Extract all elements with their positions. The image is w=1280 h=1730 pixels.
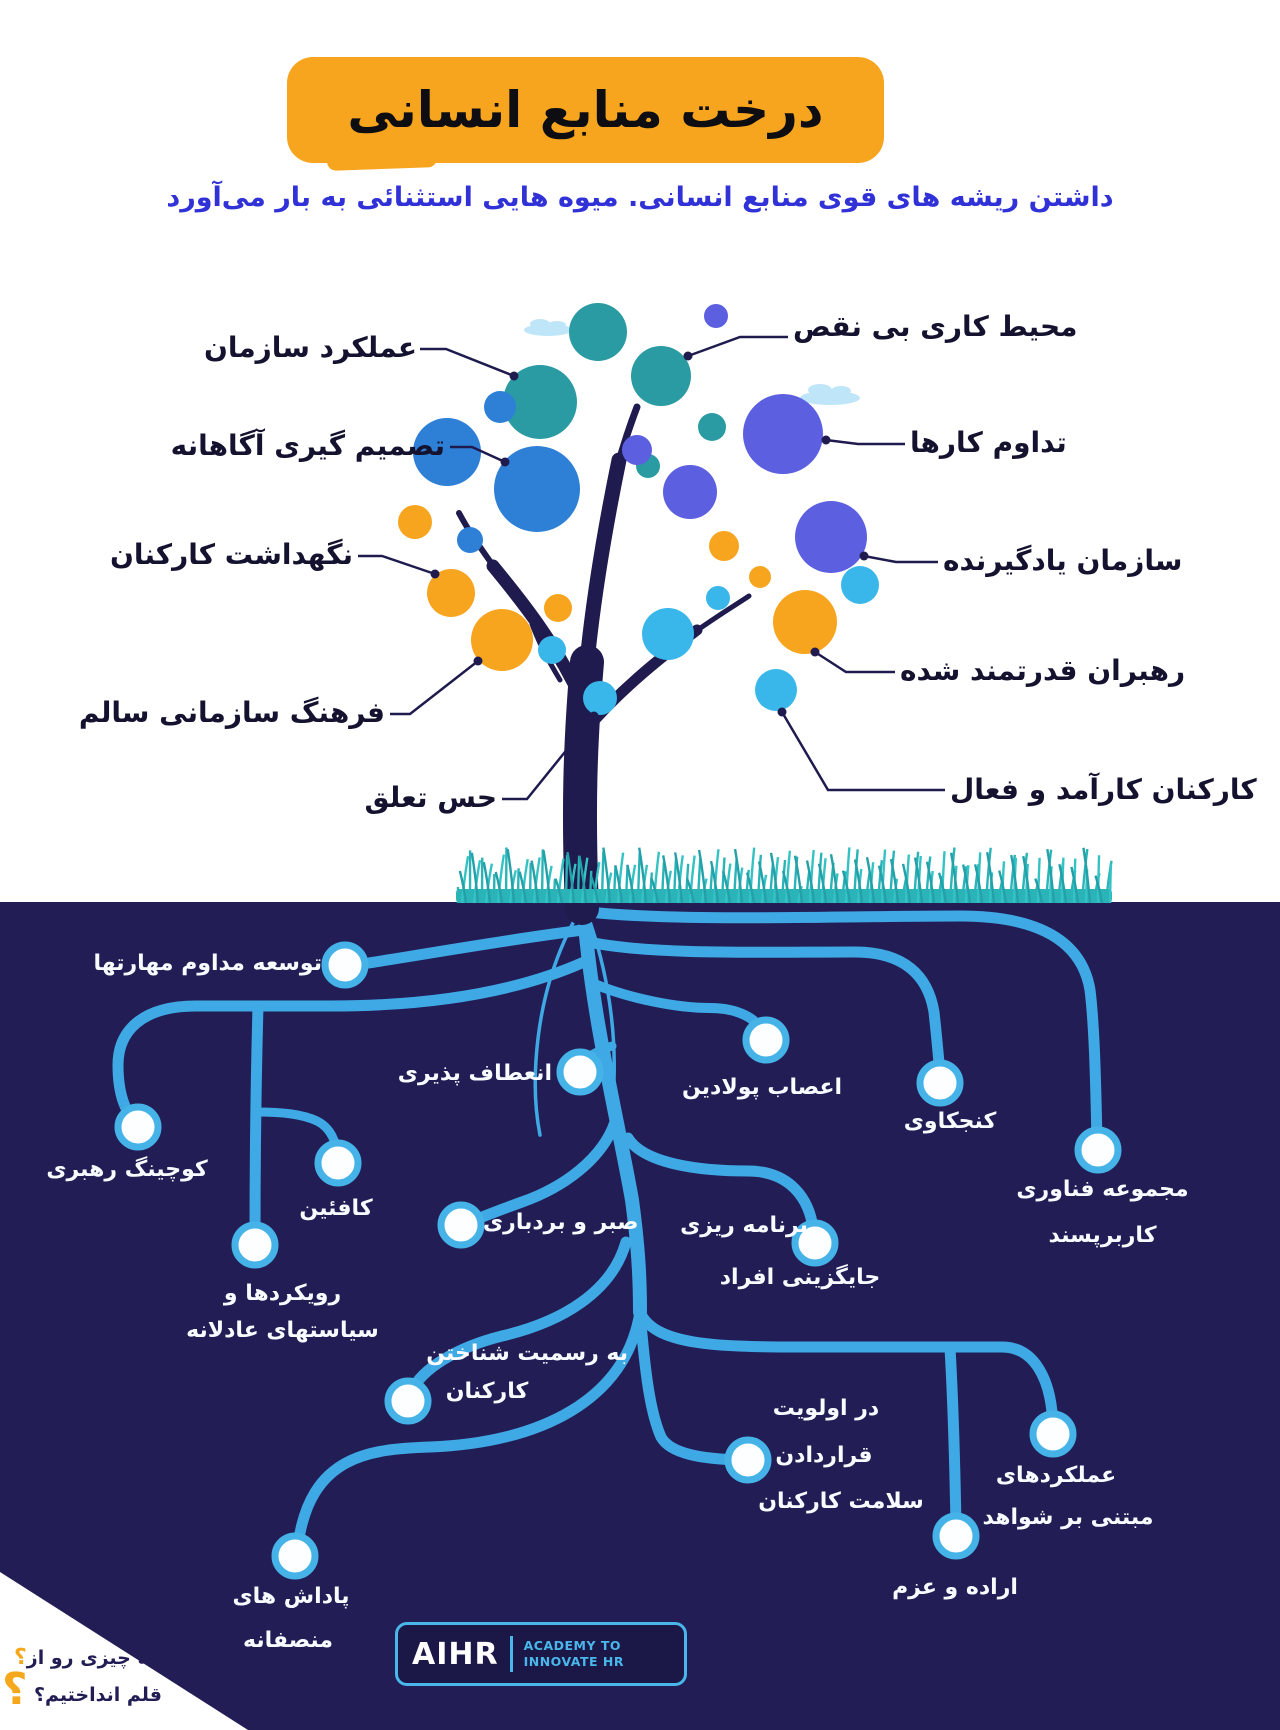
root-label-employee-recognition-2: کارکنان bbox=[445, 1379, 529, 1404]
root-label-employee-health-priority-2: قراردادن bbox=[775, 1443, 873, 1468]
root-label-will-and-determination: اراده و عزم bbox=[892, 1575, 1018, 1600]
root-label-fair-policies-1: رویکردها و bbox=[223, 1281, 342, 1306]
root-label-succession-planning-1: برنامه ریزی bbox=[680, 1213, 808, 1238]
logo-tagline-2: INNOVATE HR bbox=[523, 1654, 624, 1669]
grass bbox=[456, 847, 1112, 903]
root-label-curiosity: کنجکاوی bbox=[903, 1109, 997, 1134]
fruit-label-flawless-work-environment: محیط کاری بی نقص bbox=[793, 310, 1078, 343]
aihr-logo bbox=[395, 1622, 687, 1686]
root-label-flexibility: انعطاف پذیری bbox=[397, 1061, 552, 1086]
root-label-nerves-of-steel: اعصاب پولادین bbox=[681, 1075, 843, 1100]
question-mark-icon-large: ؟ bbox=[2, 1664, 28, 1715]
corner-question-line2: قلم انداختیم؟ bbox=[34, 1684, 162, 1706]
fruit-label-work-continuity: تداوم کارها bbox=[910, 426, 1067, 459]
page-subtitle: داشتن ریشه های قوی منابع انسانی. میوه هایی استثنائی به بار می‌آورد bbox=[166, 182, 1114, 213]
root-label-fair-rewards-1: پاداش های bbox=[232, 1584, 350, 1609]
fruit-label-efficient-active-employees: کارکنان کارآمد و فعال bbox=[950, 773, 1257, 806]
title-banner bbox=[287, 57, 884, 163]
tree-fruits bbox=[398, 303, 879, 715]
root-label-evidence-based-practices-2: مبتنی بر شواهد bbox=[982, 1505, 1154, 1530]
root-label-user-friendly-technology-1: مجموعه فناوری bbox=[1016, 1177, 1189, 1202]
aihr-logo-name: AIHR bbox=[412, 1636, 499, 1672]
root-label-patience: صبر و بردباری bbox=[483, 1210, 639, 1235]
root-label-employee-health-priority-1: در اولویت bbox=[772, 1396, 880, 1421]
fruit-label-empowered-leaders: رهبران قدرتمند شده bbox=[900, 654, 1186, 687]
corner-question-text1: چه چیزی رو از bbox=[26, 1647, 163, 1669]
page-title: درخت منابع انسانی bbox=[347, 81, 824, 139]
root-label-employee-health-priority-3: سلامت کارکنان bbox=[758, 1489, 924, 1514]
question-mark-icon: ؟ bbox=[14, 1645, 27, 1670]
root-label-user-friendly-technology-2: کاربرپسند bbox=[1048, 1223, 1157, 1248]
root-label-fair-policies-2: سیاستهای عادلانه bbox=[186, 1318, 379, 1343]
fruit-label-learning-organization: سازمان یادگیرنده bbox=[943, 544, 1183, 577]
fruit-label-organization-performance: عملکرد سازمان bbox=[203, 331, 417, 364]
root-label-caffeine: کافئین bbox=[299, 1196, 373, 1221]
fruit-label-employee-retention: نگهداشت کارکنان bbox=[109, 538, 353, 571]
fruit-label-healthy-organizational-culture: فرهنگ سازمانی سالم bbox=[78, 696, 385, 729]
root-label-evidence-based-practices-1: عملکردهای bbox=[995, 1463, 1117, 1488]
root-label-leadership-coaching: کوچینگ رهبری bbox=[46, 1157, 208, 1182]
root-label-employee-recognition-1: به رسمیت شناختن bbox=[426, 1341, 628, 1366]
fruit-label-informed-decision-making: تصمیم گیری آگاهانه bbox=[170, 429, 445, 462]
fruit-label-sense-of-belonging: حس تعلق bbox=[364, 781, 497, 814]
corner-question-line1 bbox=[14, 1645, 163, 1670]
logo-divider bbox=[510, 1636, 513, 1672]
root-label-continuous-skill-development: توسعه مداوم مهارتها bbox=[93, 951, 322, 976]
root-label-fair-rewards-2: منصفانه bbox=[243, 1628, 333, 1653]
root-label-succession-planning-2: جایگزینی افراد bbox=[719, 1265, 881, 1290]
logo-tagline-1: ACADEMY TO bbox=[523, 1638, 622, 1654]
